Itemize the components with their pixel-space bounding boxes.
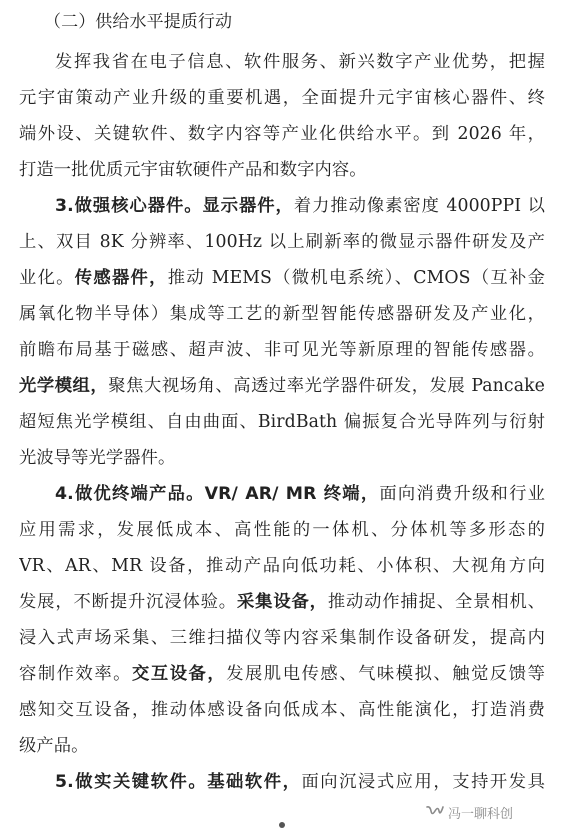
paragraph-line: 级产品。	[19, 736, 89, 756]
paragraph-line: 感知交互设备，推动体感设备向低成本、高性能演化，打造消费	[19, 700, 545, 720]
bold-lead: 光学模组，	[19, 376, 109, 396]
paragraph-line: 超短焦光学模组、自由曲面、BirdBath 偏振复合光导阵列与衍射	[19, 412, 545, 432]
bold-lead: 采集设备，	[236, 592, 328, 612]
paragraph-line	[19, 196, 545, 216]
paragraph-line: 上、双目 8K 分辨率、100Hz 以上刷新率的微显示器件研发及产	[19, 232, 545, 252]
paragraph-line: 元宇宙策动产业升级的重要机遇，全面提升元宇宙核心器件、终	[19, 88, 545, 108]
text-run: 面向沉浸式应用，支持开发具	[301, 772, 545, 792]
bold-lead: 3.做强核心器件。显示器件，	[55, 196, 294, 216]
text-run: 推动动作捕捉、全景相机、	[327, 592, 545, 612]
text-run: 聚焦大视场角、高透过率光学器件研发，发展 Pancake	[108, 376, 545, 396]
bold-lead: 5.做实关键软件。基础软件，	[55, 772, 302, 792]
text-run: 业化。	[19, 268, 75, 288]
wechat-channel-icon	[426, 805, 444, 819]
text-run: 推动 MEMS（微机电系统）、CMOS（互补金	[167, 268, 545, 288]
paragraph-line	[19, 268, 545, 288]
paragraph-line: 光波导等光学器件。	[19, 448, 176, 468]
paragraph-line: 端外设、关键软件、数字内容等产业化供给水平。到 2026 年，	[19, 124, 545, 144]
paragraph-line: 应用需求，发展低成本、高性能的一体机、分体机等多形态的	[19, 520, 545, 540]
paragraph-line: 发挥我省在电子信息、软件服务、新兴数字产业优势，把握	[55, 52, 545, 72]
page-number-mark	[279, 822, 285, 828]
bold-lead: 交互设备，	[132, 664, 227, 684]
text-run: 发展，不断提升沉浸体验。	[19, 592, 237, 612]
section-heading: （二）供给水平提质行动	[44, 12, 233, 32]
paragraph-line: VR、AR、MR 设备，推动产品向低功耗、小体积、大视角方向	[19, 556, 545, 576]
paragraph-line: 打造一批优质元宇宙软硬件产品和数字内容。	[19, 160, 367, 180]
text-run: 发展肌电传感、气味模拟、触觉反馈等	[226, 664, 545, 684]
text-run: 着力推动像素密度 4000PPI 以	[293, 196, 545, 216]
watermark-text: 冯一聊科创	[448, 806, 514, 822]
bold-lead: 4.做优终端产品。VR/ AR/ MR 终端，	[55, 484, 380, 504]
paragraph-line	[19, 772, 545, 792]
bold-lead: 传感器件，	[74, 268, 168, 288]
paragraph-line	[19, 484, 545, 504]
paragraph-line: 前瞻布局基于磁感、超声波、非可见光等新原理的智能传感器。	[19, 340, 545, 360]
paragraph-line: 属氧化物半导体）集成等工艺的新型智能传感器研发及产业化，	[19, 304, 545, 324]
watermark	[426, 802, 513, 822]
text-run: 容制作效率。	[19, 664, 133, 684]
paragraph-line	[19, 592, 545, 612]
paragraph-line: 浸入式声场采集、三维扫描仪等内容采集制作设备研发，提高内	[19, 628, 545, 648]
paragraph-line	[19, 664, 545, 684]
paragraph-line	[19, 376, 545, 396]
text-run: 面向消费升级和行业	[379, 484, 545, 504]
